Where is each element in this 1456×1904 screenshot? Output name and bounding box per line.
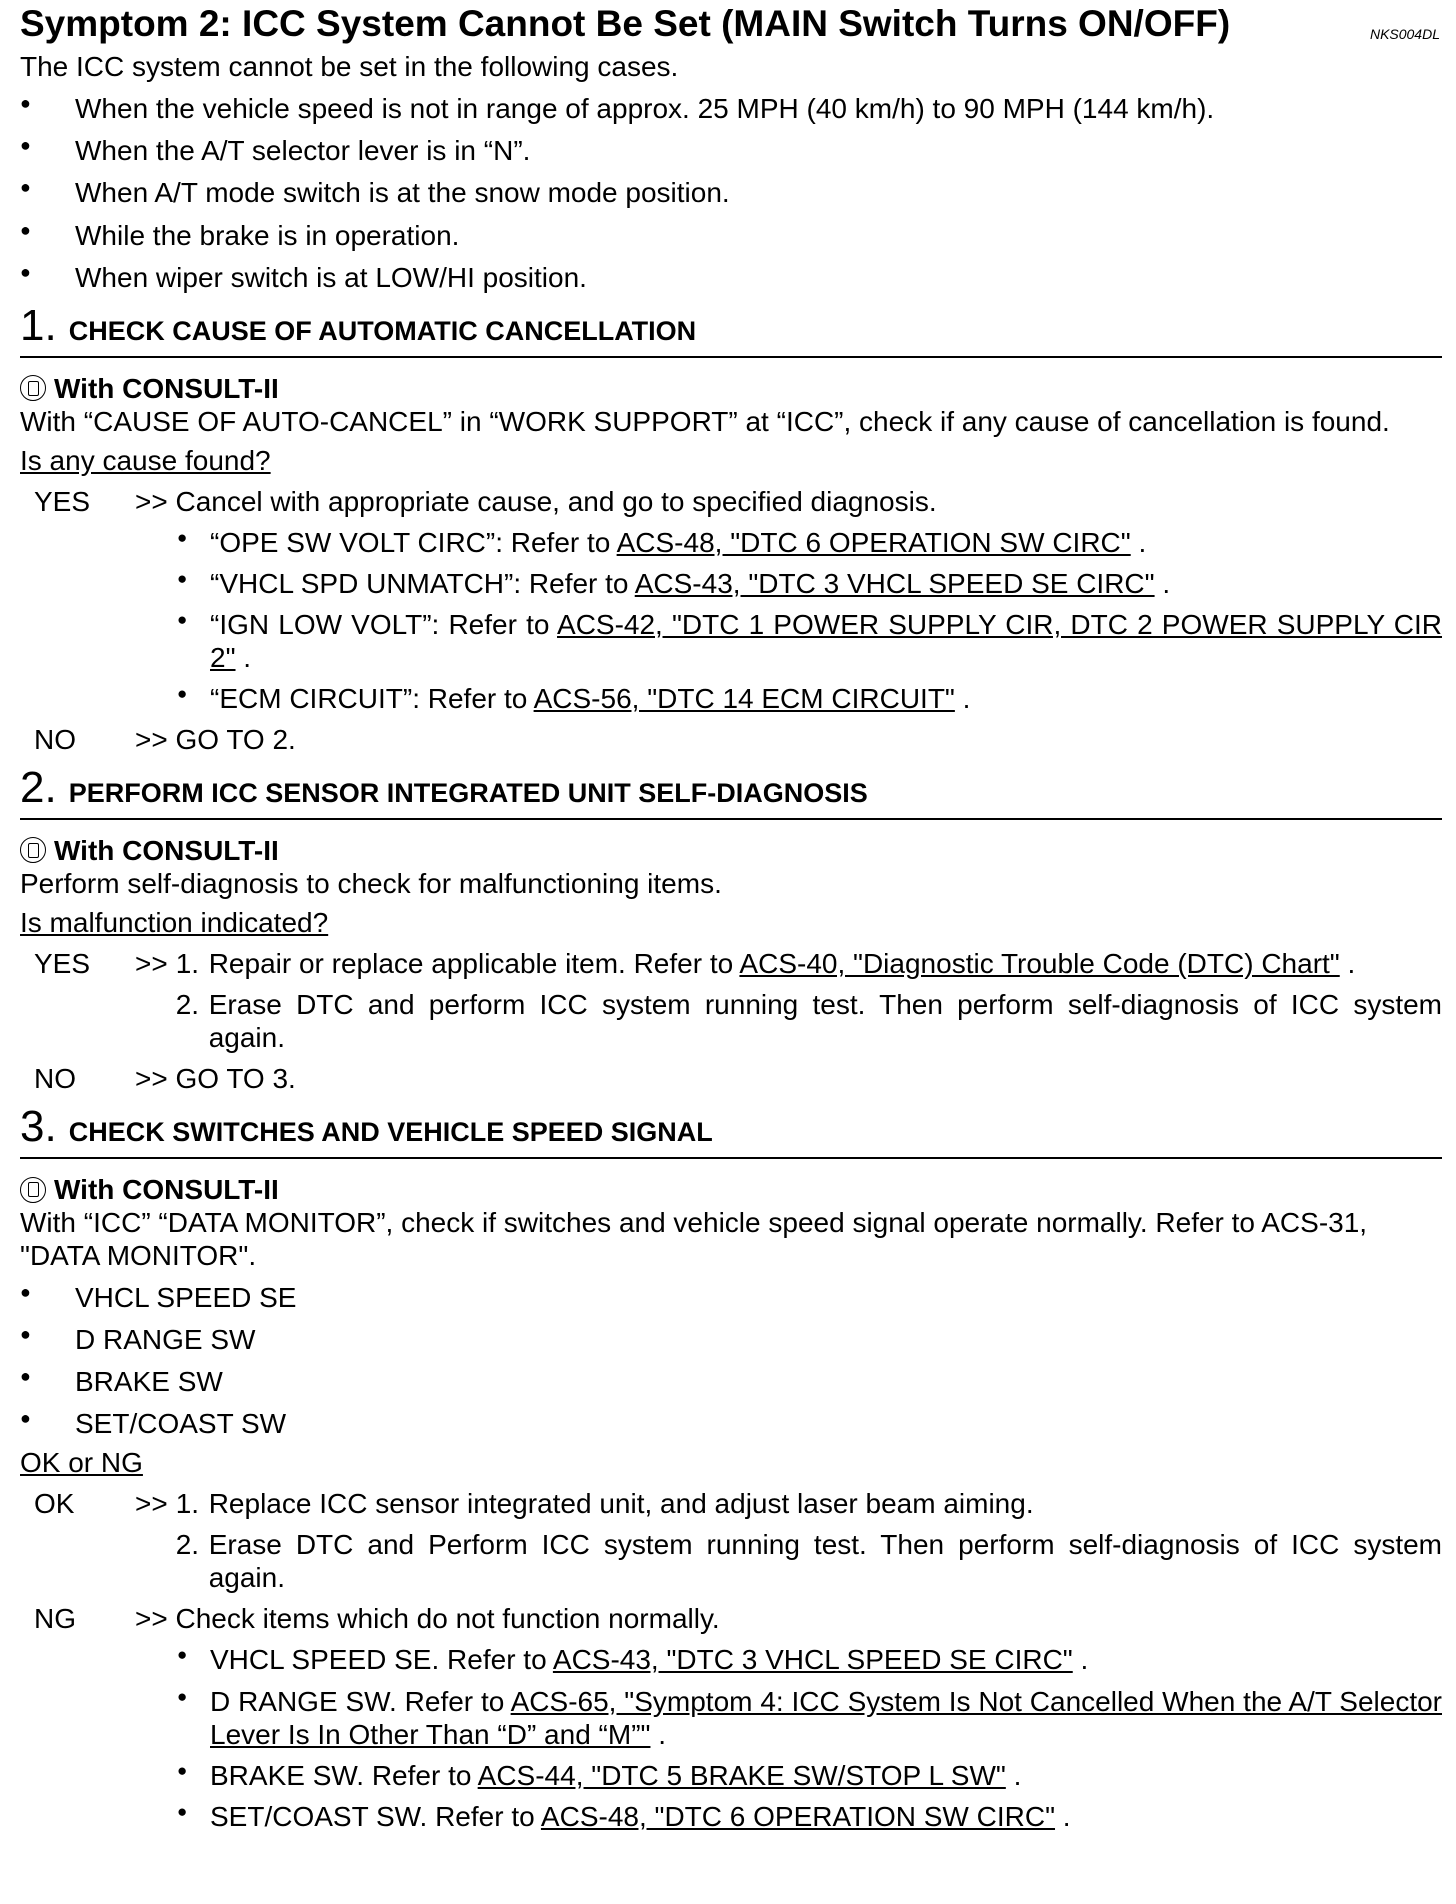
step-1-question: Is any cause found?: [20, 444, 271, 476]
arrow: >>: [135, 485, 168, 517]
step-2-yes: [20, 947, 1442, 1054]
list-item: ● VHCL SPEED SE: [20, 1281, 1442, 1314]
consult-label: With CONSULT-II: [54, 1174, 279, 1206]
list-item: ● D RANGE SW: [20, 1323, 1442, 1356]
list-item: 1. Repair or replace applicable item. Refer to ACS-40, "Diagnostic Trouble Code (DTC) Chart" .: [175, 947, 1356, 979]
reference-link[interactable]: ACS-43, "DTC 3 VHCL SPEED SE CIRC": [552, 1644, 1073, 1676]
reference-link[interactable]: ACS-48, "DTC 6 OPERATION SW CIRC": [540, 1800, 1056, 1832]
consult-heading: [20, 1173, 1442, 1206]
step-3-header: [20, 1102, 1442, 1159]
step-number: 1.: [20, 300, 57, 350]
list-item: ● When the A/T selector lever is in “N”.: [20, 134, 1442, 167]
yes-label: YES: [34, 485, 91, 517]
service-manual-page: [20, 0, 1442, 1833]
yes-items: [177, 526, 1442, 715]
step-3-question: OK or NG: [20, 1447, 143, 1479]
consult-heading: [20, 834, 1442, 867]
step-2-question: Is malfunction indicated?: [20, 906, 329, 938]
yes-text: Cancel with appropriate cause, and go to specified diagnosis.: [175, 485, 937, 517]
step-title: CHECK CAUSE OF AUTOMATIC CANCELLATION: [68, 315, 697, 346]
step-title: PERFORM ICC SENSOR INTEGRATED UNIT SELF-DIAGNOSIS: [68, 777, 868, 808]
list-item: ● When the vehicle speed is not in range of approx. 25 MPH (40 km/h) to 90 MPH (144 km/h).: [20, 92, 1442, 125]
no-label: NO: [34, 1063, 76, 1095]
list-item: 2. Erase DTC and perform ICC system running test. Then perform self-diagnosis of ICC system again.: [175, 989, 1442, 1054]
step-2-no: [20, 1062, 1442, 1095]
arrow: >>: [135, 1603, 168, 1635]
list-item: 1. Replace ICC sensor integrated unit, and adjust laser beam aiming.: [175, 1488, 1034, 1520]
document-code: NKS004DL: [1369, 26, 1440, 42]
yes-label: YES: [34, 947, 91, 979]
list-item: ● VHCL SPEED SE. Refer to ACS-43, "DTC 3 VHCL SPEED SE CIRC" .: [177, 1643, 1442, 1676]
reference-link[interactable]: ACS-56, "DTC 14 ECM CIRCUIT": [533, 682, 955, 714]
step-1-text: With “CAUSE OF AUTO-CANCEL” in “WORK SUPPORT” at “ICC”, check if any cause of cancellation is found.: [20, 405, 1390, 437]
list-item: ● “VHCL SPD UNMATCH”: Refer to ACS-43, "DTC 3 VHCL SPEED SE CIRC" .: [177, 567, 1442, 600]
yes-steps: [176, 947, 1442, 1054]
reference-link[interactable]: ACS-43, "DTC 3 VHCL SPEED SE CIRC": [634, 567, 1155, 599]
list-item: ● SET/COAST SW: [20, 1407, 1442, 1440]
list-item: ● When A/T mode switch is at the snow mode position.: [20, 176, 1442, 209]
reference-link[interactable]: ACS-42, "DTC 1 POWER SUPPLY CIR, DTC 2 POWER SUPPLY CIR 2": [210, 608, 1442, 673]
step-title: CHECK SWITCHES AND VEHICLE SPEED SIGNAL: [68, 1117, 713, 1148]
step-3-ok: [20, 1487, 1442, 1594]
list-item: ● “IGN LOW VOLT”: Refer to ACS-42, "DTC 1 POWER SUPPLY CIR, DTC 2 POWER SUPPLY CIR 2" .: [177, 608, 1442, 674]
step-number: 2.: [20, 762, 57, 812]
list-item: ● While the brake is in operation.: [20, 219, 1442, 252]
ng-text: Check items which do not function normally.: [175, 1603, 720, 1635]
consult-heading: [20, 372, 1442, 405]
list-item: ● BRAKE SW: [20, 1365, 1442, 1398]
list-item: ● BRAKE SW. Refer to ACS-44, "DTC 5 BRAKE SW/STOP L SW" .: [177, 1759, 1442, 1792]
step-1-header: [20, 300, 1442, 358]
consult-label: With CONSULT-II: [54, 834, 279, 866]
step-3-text: With “ICC” “DATA MONITOR”, check if switches and vehicle speed signal operate normally. Refer to ACS-31, "DATA MONITOR".: [20, 1207, 1368, 1272]
ok-steps: [176, 1487, 1442, 1594]
no-text: GO TO 3.: [175, 1063, 296, 1095]
list-item: ● “ECM CIRCUIT”: Refer to ACS-56, "DTC 14 ECM CIRCUIT" .: [177, 682, 1442, 715]
consult-label: With CONSULT-II: [54, 372, 279, 404]
ok-label: OK: [34, 1488, 75, 1520]
reference-link[interactable]: ACS-65, "Symptom 4: ICC System Is Not Cancelled When the A/T Selector Lever Is In Other Than “D” and “M”": [210, 1685, 1442, 1750]
step-1-no: [20, 723, 1442, 756]
arrow: >>: [135, 1063, 168, 1095]
step-2-header: [20, 762, 1442, 820]
step-3-ng: [20, 1602, 1442, 1832]
no-text: GO TO 2.: [175, 723, 296, 755]
reference-link[interactable]: ACS-44, "DTC 5 BRAKE SW/STOP L SW": [477, 1759, 1006, 1791]
cases-list: [20, 92, 1442, 293]
reference-link[interactable]: ACS-48, "DTC 6 OPERATION SW CIRC": [616, 526, 1131, 558]
reference-link[interactable]: ACS-40, "Diagnostic Trouble Code (DTC) Chart": [739, 947, 1340, 979]
list-item: ● SET/COAST SW. Refer to ACS-48, "DTC 6 OPERATION SW CIRC" .: [177, 1800, 1442, 1833]
step-number: 3.: [20, 1102, 57, 1152]
list-item: 2. Erase DTC and Perform ICC system running test. Then perform self-diagnosis of ICC system again.: [175, 1529, 1442, 1594]
no-label: NO: [34, 723, 76, 755]
step-1-yes: [20, 485, 1442, 715]
arrow: >>: [135, 1488, 168, 1520]
monitor-items: [20, 1281, 1442, 1440]
intro-text: The ICC system cannot be set in the following cases.: [20, 51, 679, 83]
arrow: >>: [135, 947, 168, 979]
arrow: >>: [135, 723, 168, 755]
consult-tester-icon: [20, 1177, 46, 1203]
ng-label: NG: [34, 1603, 76, 1635]
page-title: Symptom 2: ICC System Cannot Be Set (MAIN Switch Turns ON/OFF): [20, 3, 1231, 44]
ng-items: [177, 1643, 1442, 1832]
step-2-text: Perform self-diagnosis to check for malfunctioning items.: [20, 867, 722, 899]
list-item: ● When wiper switch is at LOW/HI position.: [20, 261, 1442, 294]
title-row: [20, 2, 1442, 46]
consult-tester-icon: [20, 375, 46, 401]
consult-tester-icon: [20, 837, 46, 863]
list-item: ● D RANGE SW. Refer to ACS-65, "Symptom 4: ICC System Is Not Cancelled When the A/T Selector Lever Is In Other Than “D” and “M”" .: [177, 1685, 1442, 1751]
list-item: ● “OPE SW VOLT CIRC”: Refer to ACS-48, "DTC 6 OPERATION SW CIRC" .: [177, 526, 1442, 559]
